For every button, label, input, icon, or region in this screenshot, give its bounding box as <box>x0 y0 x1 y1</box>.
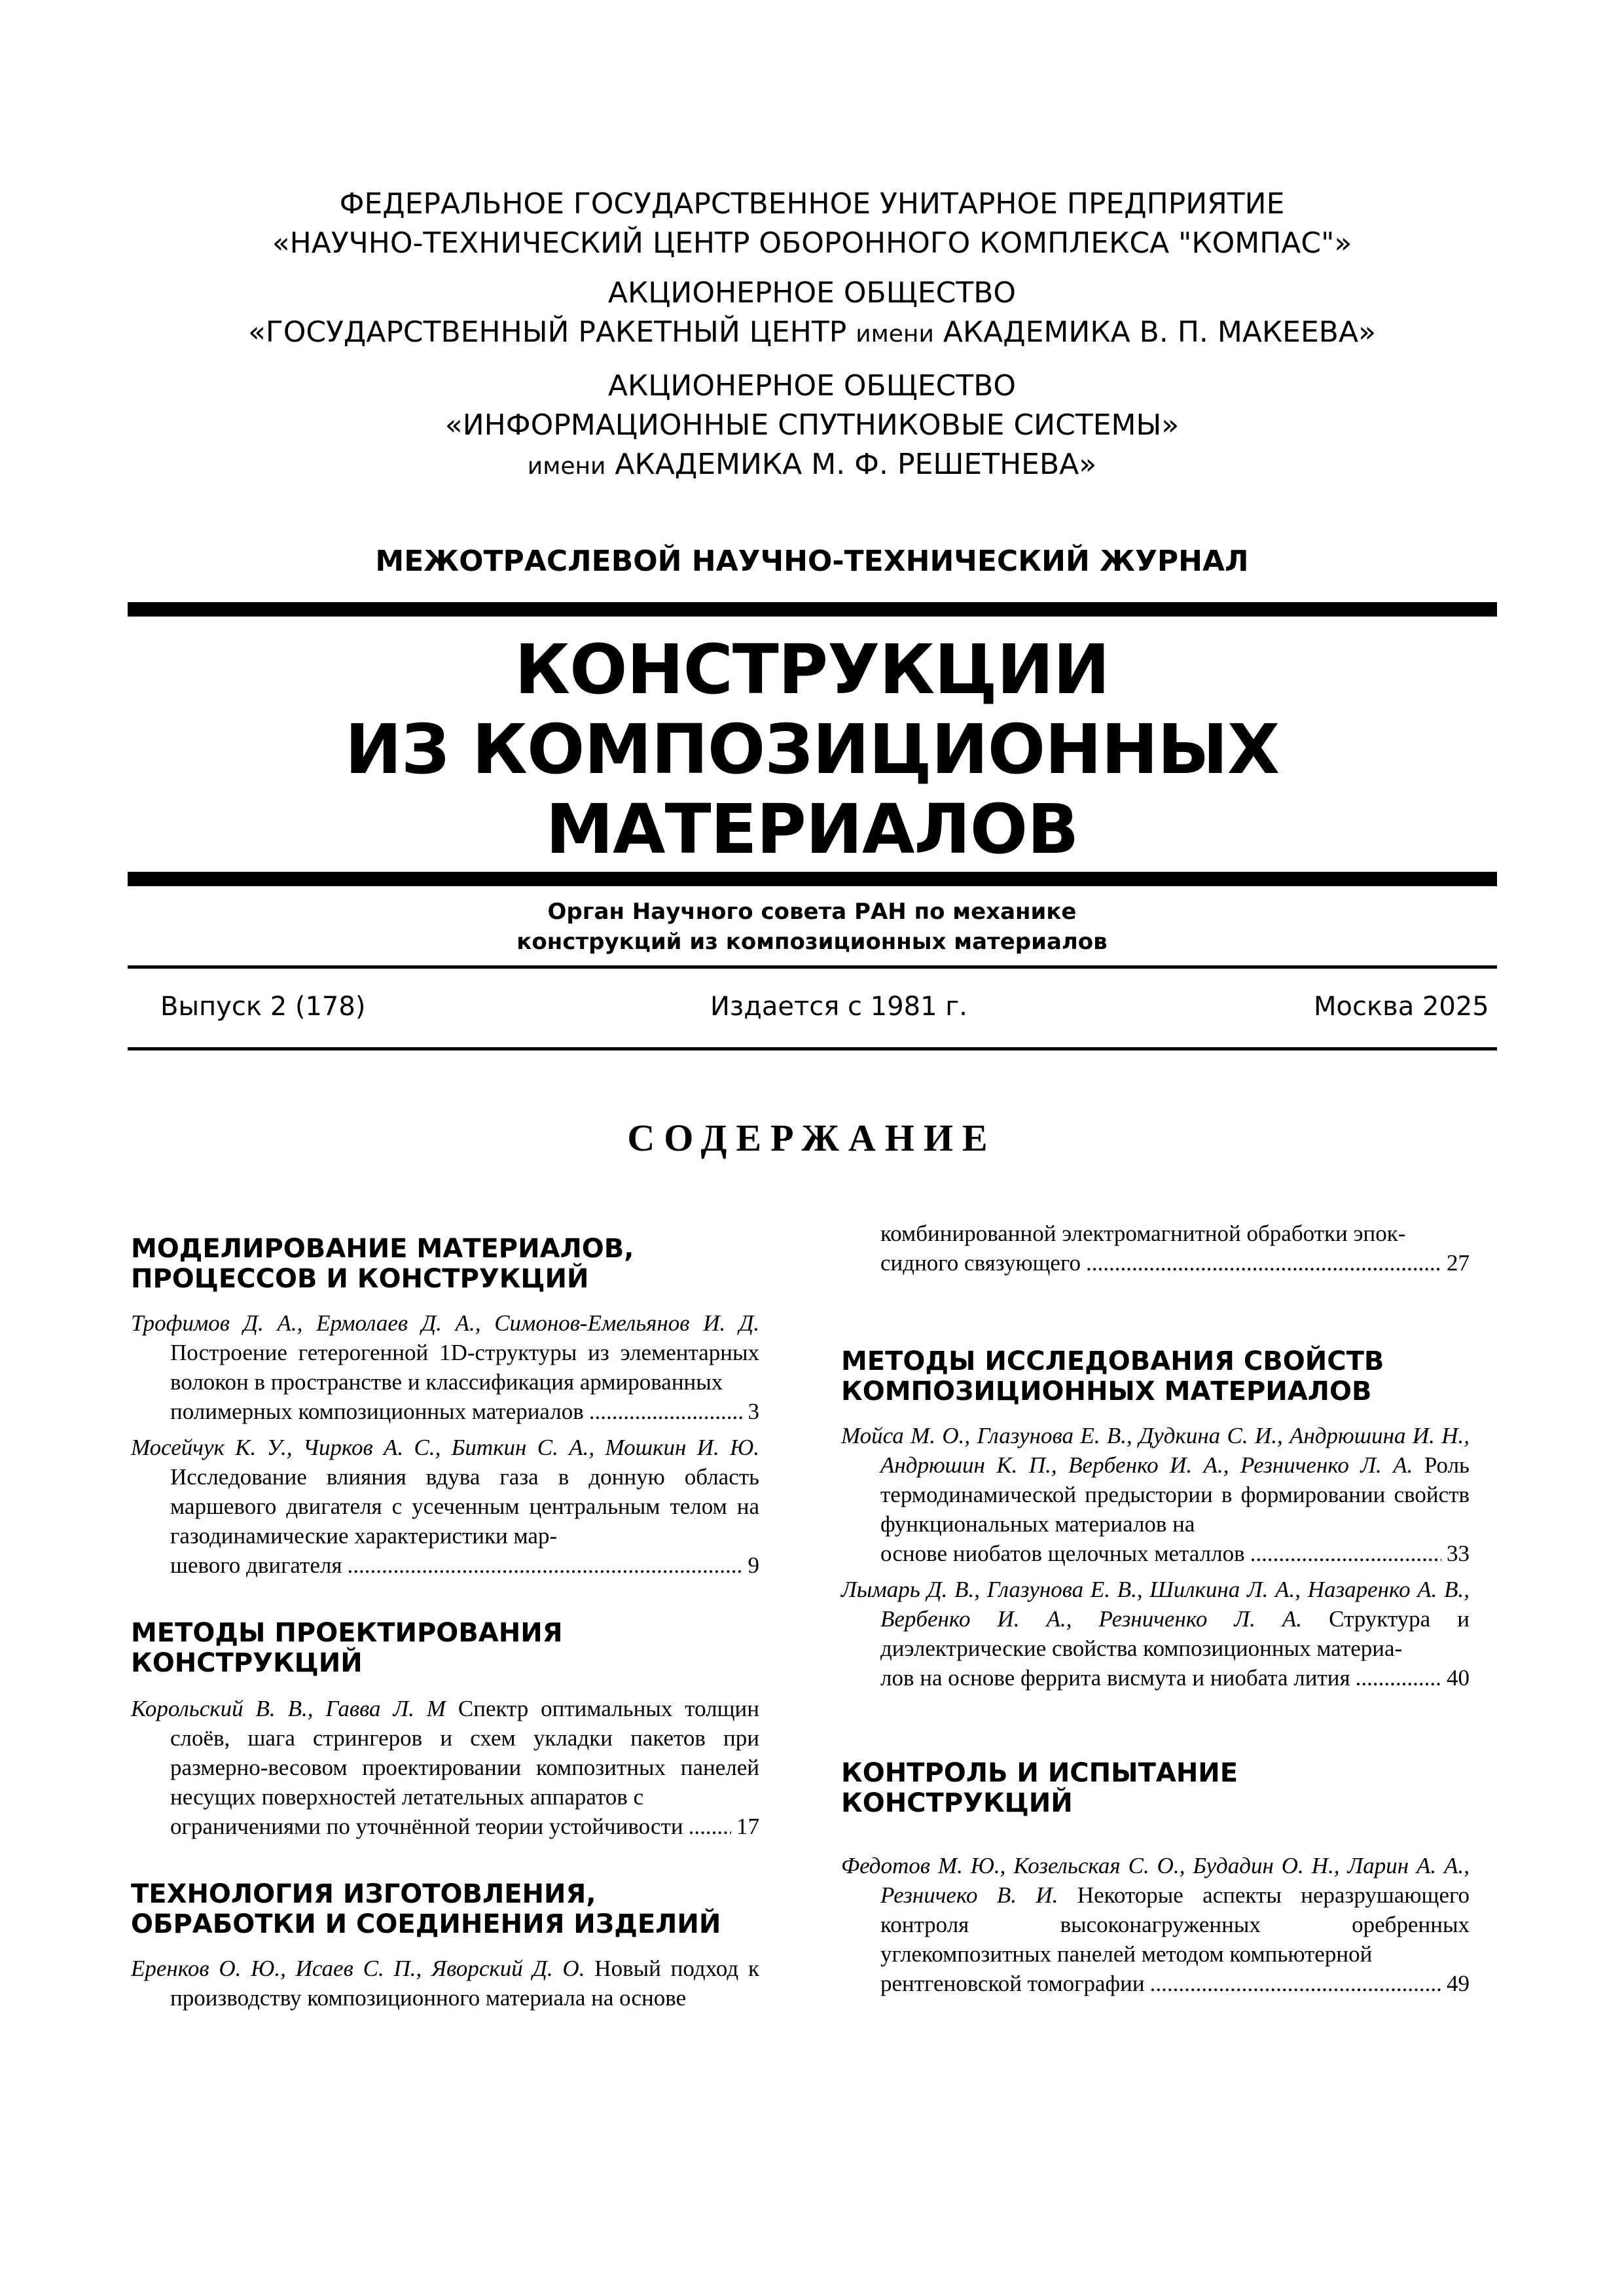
publisher-3-line-3 <box>0 445 1624 486</box>
publisher-3-line-1: АКЦИОНЕРНОЕ ОБЩЕСТВО <box>607 369 1017 403</box>
toc-page: 17 <box>736 1814 759 1839</box>
publisher-3-line-3-small: имени <box>527 453 606 480</box>
title-rule-top <box>128 602 1497 617</box>
publisher-3-line-3-b: АКАДЕМИКА М. Ф. РЕШЕТНЕВА» <box>605 448 1097 481</box>
publisher-2-line-1: АКЦИОНЕРНОЕ ОБЩЕСТВО <box>607 276 1017 310</box>
journal-organ <box>0 897 1624 957</box>
toc-title-end: лов на основе феррита висмута и ниобата лития <box>880 1665 1350 1691</box>
toc-title-end: основе ниобатов щелочных металлов <box>880 1541 1245 1566</box>
toc-title-end: рентгеновской томографии <box>880 1971 1145 1996</box>
dot-leader <box>689 1812 731 1841</box>
journal-organ-line-2: конструкций из композиционных материалов <box>516 929 1108 955</box>
toc-leader <box>880 1663 1470 1693</box>
journal-title-line-2: ИЗ КОМПОЗИЦИОННЫХ <box>344 709 1280 789</box>
toc-entry[interactable] <box>841 1575 1470 1693</box>
journal-title <box>0 630 1624 869</box>
toc-entry[interactable] <box>131 1308 759 1426</box>
toc-entry[interactable] <box>841 1421 1470 1568</box>
dot-leader <box>347 1551 742 1580</box>
dot-leader <box>589 1397 743 1426</box>
publisher-2-line-2 <box>0 313 1624 354</box>
toc-entry[interactable] <box>131 1694 759 1841</box>
publisher-1 <box>0 185 1624 263</box>
toc-page: 33 <box>1447 1541 1470 1566</box>
toc-entry[interactable] <box>131 1433 759 1580</box>
toc-page: 9 <box>748 1552 759 1578</box>
toc-authors: Федотов М. Ю., Козельская С. О., Будадин О. Н., Ларин А. А., Резничеко В. И. <box>841 1853 1470 1908</box>
info-rule-bottom <box>128 1047 1497 1050</box>
dot-leader <box>1356 1663 1441 1693</box>
toc-leader <box>170 1397 759 1426</box>
publisher-1-line-2: «НАУЧНО-ТЕХНИЧЕСКИЙ ЦЕНТР ОБОРОННОГО КОМПЛЕКСА "КОМПАС"» <box>272 226 1352 260</box>
issue-number: Выпуск 2 (178) <box>160 992 366 1022</box>
section-title: КОНТРОЛЬ И ИСПЫТАНИЕ КОНСТРУКЦИЙ <box>841 1758 1238 1818</box>
published-since: Издается с 1981 г. <box>710 992 967 1022</box>
publisher-2 <box>0 274 1624 354</box>
toc-title: Роль термодинамической предыстории в формировании свойств функциональных материалов на <box>880 1452 1470 1537</box>
toc-leader <box>880 1969 1470 1998</box>
toc-title-end: шевого двигателя <box>170 1552 342 1578</box>
toc-title: комбинированной электромагнитной обработки эпок- <box>880 1221 1406 1246</box>
publisher-2-line-2-b: АКАДЕМИКА В. П. МАКЕЕВА» <box>933 315 1376 349</box>
toc-page: 3 <box>748 1399 759 1424</box>
dot-leader <box>1250 1539 1441 1568</box>
publisher-3-line-2: «ИНФОРМАЦИОННЫЕ СПУТНИКОВЫЕ СИСТЕМЫ» <box>444 408 1180 442</box>
dot-leader <box>1150 1969 1441 1998</box>
toc-authors: Лымарь Д. В., Глазунова Е. В., Шилкина Л. А., Назаренко А. В., Вербенко И. А., Резниченко Л. А. <box>841 1577 1470 1632</box>
info-rule-top <box>128 965 1497 969</box>
contents-heading: СОДЕРЖАНИЕ <box>627 1117 997 1159</box>
publisher-3 <box>0 367 1624 486</box>
toc-leader <box>880 1248 1470 1278</box>
toc-authors: Трофимов Д. А., Ермолаев Д. А., Симонов-Емельянов И. Д. <box>131 1310 759 1336</box>
dot-leader <box>1086 1248 1441 1278</box>
place-year: Москва 2025 <box>1314 992 1489 1022</box>
toc-leader <box>170 1551 759 1580</box>
journal-title-line-3: МАТЕРИАЛОВ <box>545 789 1079 869</box>
toc-authors: Мойса М. О., Глазунова Е. В., Дудкина С. И., Андрюшина И. Н., Андрюшин К. П., Вербенко И. А., Резниченко Л. А. <box>841 1423 1470 1478</box>
toc-page: 27 <box>1447 1250 1470 1276</box>
section-title: МОДЕЛИРОВАНИЕ МАТЕРИАЛОВ, ПРОЦЕССОВ И КОНСТРУКЦИЙ <box>131 1234 634 1294</box>
toc-title: Некоторые аспекты неразрушающего контроля высоконагруженных оребренных углекомпозитных панелей методом компьютерной <box>880 1882 1470 1967</box>
toc-entry[interactable] <box>131 1954 759 2013</box>
contents-left-column <box>131 1234 759 2013</box>
toc-title: Новый подход к производству композиционного материала на основе <box>170 1956 759 2011</box>
contents-right-column <box>841 1219 1470 1998</box>
toc-leader <box>880 1539 1470 1568</box>
toc-title: Структура и диэлектрические свойства композиционных материа- <box>880 1606 1470 1661</box>
toc-leader <box>170 1812 759 1841</box>
journal-title-line-1: КОНСТРУКЦИИ <box>514 630 1110 709</box>
toc-title: Спектр оптимальных толщин слоёв, шага стрингеров и схем укладки пакетов при размерно-весовом проектировании композитных панелей несущих поверхностей летательных аппаратов с <box>170 1696 759 1810</box>
section-title: МЕТОДЫ ПРОЕКТИРОВАНИЯ КОНСТРУКЦИЙ <box>131 1618 563 1678</box>
toc-entry[interactable] <box>841 1851 1470 1998</box>
toc-title-end: полимерных композиционных материалов <box>170 1399 584 1424</box>
journal-organ-line-1: Орган Научного совета РАН по механике <box>547 899 1077 925</box>
toc-title: Построение гетерогенной 1D-структуры из элементарных волокон в пространстве и классификация армированных <box>170 1340 759 1395</box>
publisher-1-line-1: ФЕДЕРАЛЬНОЕ ГОСУДАРСТВЕННОЕ УНИТАРНОЕ ПРЕДПРИЯТИЕ <box>339 187 1285 221</box>
toc-title: Исследование влияния вдува газа в донную область маршевого двигателя с усеченным центральным телом на газодинамические характеристики мар- <box>170 1464 759 1549</box>
toc-entry-continued[interactable] <box>841 1219 1470 1278</box>
toc-authors: Мосейчук К. У., Чирков А. С., Биткин С. А., Мошкин И. Ю. <box>131 1435 759 1460</box>
toc-authors: Корольский В. В., Гавва Л. М <box>131 1696 446 1721</box>
section-title: ТЕХНОЛОГИЯ ИЗГОТОВЛЕНИЯ, ОБРАБОТКИ И СОЕДИНЕНИЯ ИЗДЕЛИЙ <box>131 1879 721 1939</box>
title-rule-bottom <box>128 872 1497 886</box>
section-title: МЕТОДЫ ИССЛЕДОВАНИЯ СВОЙСТВ КОМПОЗИЦИОННЫХ МАТЕРИАЛОВ <box>841 1346 1384 1407</box>
publisher-2-line-2-a: «ГОСУДАРСТВЕННЫЙ РАКЕТНЫЙ ЦЕНТР <box>248 315 856 349</box>
publisher-2-line-2-small: имени <box>856 321 934 348</box>
toc-title-end: сидного связующего <box>880 1250 1081 1276</box>
toc-title-end: ограничениями по уточнённой теории устойчивости <box>170 1814 683 1839</box>
toc-authors: Еренков О. Ю., Исаев С. П., Яворский Д. О. <box>131 1956 585 1981</box>
toc-page: 49 <box>1447 1971 1470 1996</box>
journal-kicker: МЕЖОТРАСЛЕВОЙ НАУЧНО-ТЕХНИЧЕСКИЙ ЖУРНАЛ <box>375 545 1249 578</box>
toc-page: 40 <box>1447 1665 1470 1691</box>
